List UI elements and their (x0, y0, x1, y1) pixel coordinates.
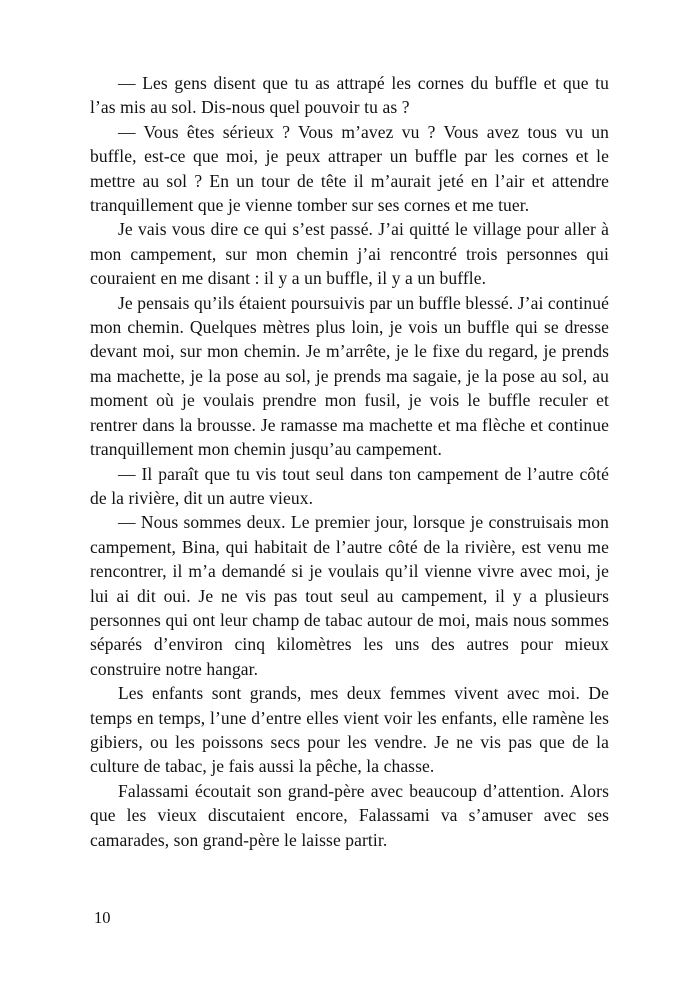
paragraph: — Il paraît que tu vis tout seul dans ton campement de l’autre côté de la rivière, dit un autre vieux. (90, 463, 609, 508)
page-number: 10 (94, 908, 111, 927)
paragraph: Je pensais qu’ils étaient poursuivis par un buffle blessé. J’ai continué mon chemin. Quelques mètres plus loin, je vois un buffle qui se dresse devant moi, sur mon chemin. Je m’arrête, je le fixe du regard, je prends ma machette, je la pose au sol, je prends ma sagaie, je la pose au sol, au moment où je voulais prendre mon fusil, je vois le buffle reculer et rentrer dans la brousse. Je ramasse ma machette et ma flèche et continue tranquillement mon chemin jusqu’au campement. (90, 292, 609, 460)
paragraph: Je vais vous dire ce qui s’est passé. J’ai quitté le village pour aller à mon campement, sur mon chemin j’ai rencontré trois personnes qui couraient en me disant : il y a un buffle, il y a un buffle. (90, 219, 609, 289)
paragraph: — Vous êtes sérieux ? Vous m’avez vu ? Vous avez tous vu un buffle, est-ce que moi, je peux attraper un buffle par les cornes et le mettre au sol ? En un tour de tête il m’aurait jeté en l’air et attendre tranquillement que je vienne tomber sur ses cornes et me tuer. (90, 121, 609, 216)
text-body (90, 71, 609, 852)
paragraph: Les enfants sont grands, mes deux femmes vivent avec moi. De temps en temps, l’une d’entre elles vient voir les enfants, elle ramène les gibiers, ou les poissons secs pour les vendre. Je ne vis pas que de la culture de tabac, je fais aussi la pêche, la chasse. (90, 683, 609, 777)
paragraph: — Nous sommes deux. Le premier jour, lorsque je construisais mon campement, Bina, qui habitait de l’autre côté de la rivière, est venu me rencontrer, il m’a demandé si je voulais qu’il vienne vivre avec moi, je lui ai dit oui. Je ne vis pas tout seul au campement, il y a plusieurs personnes qui ont leur champ de tabac autour de moi, mais nous sommes séparés d’environ cinq kilomètres les uns des autres pour mieux construire notre hangar. (90, 512, 609, 679)
paragraph: — Les gens disent que tu as attrapé les cornes du buffle et que tu l’as mis au sol. Dis-nous quel pouvoir tu as ? (90, 73, 609, 118)
paragraph: Falassami écoutait son grand-père avec beaucoup d’attention. Alors que les vieux discutaient encore, Falassami va s’amuser avec ses camarades, son grand-père le laisse partir. (90, 780, 609, 850)
